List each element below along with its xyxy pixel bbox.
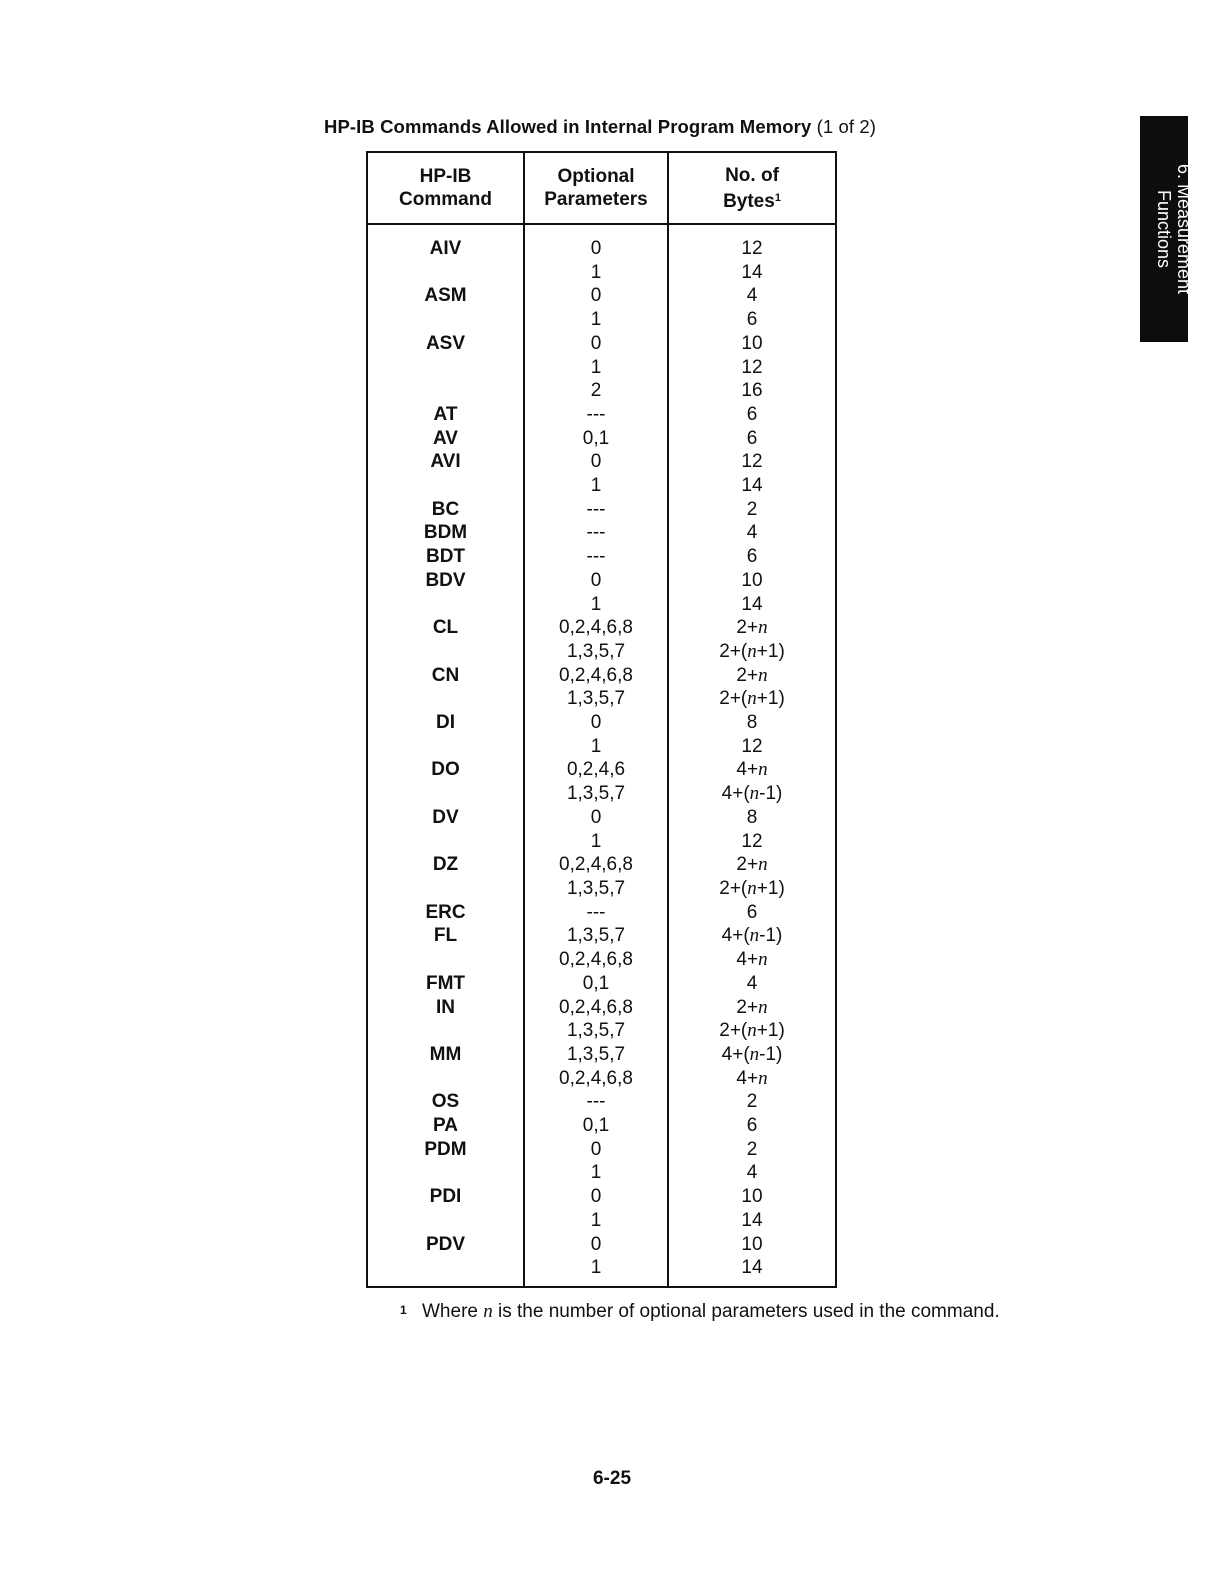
- table-row: [367, 474, 836, 498]
- table-row: [367, 830, 836, 854]
- header-bytes-line1: No. of: [725, 164, 779, 186]
- command-cell: OS: [367, 1090, 524, 1114]
- command-cell: BC: [367, 498, 524, 522]
- table-row: [367, 664, 836, 688]
- table-row: [367, 640, 836, 664]
- table-row: [367, 901, 836, 925]
- table-row: [367, 1067, 836, 1091]
- bytes-cell: 2: [668, 498, 836, 522]
- table-row: [367, 284, 836, 308]
- hpib-commands-table: [366, 151, 837, 1288]
- bytes-cell: 6: [668, 545, 836, 569]
- command-cell: [367, 261, 524, 285]
- table-part-indicator: (1 of 2): [816, 116, 877, 137]
- footnote-marker: 1: [400, 1303, 407, 1317]
- table-row: [367, 1114, 836, 1138]
- table-title: HP-IB Commands Allowed in Internal Program Memory: [324, 116, 812, 137]
- optional-parameters-cell: ---: [524, 901, 668, 925]
- table-row: [367, 711, 836, 735]
- optional-parameters-cell: 0,2,4,6,8: [524, 853, 668, 877]
- command-cell: FL: [367, 924, 524, 948]
- bytes-cell: 2+n: [668, 664, 836, 688]
- optional-parameters-cell: 0,1: [524, 1114, 668, 1138]
- bytes-cell: 12: [668, 237, 836, 261]
- optional-parameters-cell: 0: [524, 284, 668, 308]
- command-cell: BDT: [367, 545, 524, 569]
- side-tab-text: [1154, 119, 1194, 339]
- table-row: [367, 853, 836, 877]
- command-cell: DV: [367, 806, 524, 830]
- command-cell: [367, 1161, 524, 1185]
- bytes-cell: 4: [668, 521, 836, 545]
- optional-parameters-cell: ---: [524, 545, 668, 569]
- optional-parameters-cell: 0,2,4,6,8: [524, 664, 668, 688]
- optional-parameters-cell: 0: [524, 237, 668, 261]
- optional-parameters-cell: 0: [524, 1138, 668, 1162]
- bytes-cell: 4+(n-1): [668, 782, 836, 806]
- header-number-of-bytes: [668, 152, 836, 224]
- command-cell: AT: [367, 403, 524, 427]
- command-cell: DZ: [367, 853, 524, 877]
- bytes-cell: 4+n: [668, 948, 836, 972]
- table-row: [367, 687, 836, 711]
- command-cell: FMT: [367, 972, 524, 996]
- bytes-cell: 8: [668, 806, 836, 830]
- bytes-cell: 14: [668, 1256, 836, 1287]
- footnote-text-end: is the number of optional parameters used in the command.: [498, 1301, 1000, 1322]
- table-row: [367, 1019, 836, 1043]
- bytes-cell: 2+(n+1): [668, 877, 836, 901]
- bytes-cell: 16: [668, 379, 836, 403]
- bytes-cell: 2+(n+1): [668, 687, 836, 711]
- optional-parameters-cell: 0,1: [524, 427, 668, 451]
- command-cell: MM: [367, 1043, 524, 1067]
- command-cell: [367, 877, 524, 901]
- command-cell: BDM: [367, 521, 524, 545]
- command-cell: IN: [367, 996, 524, 1020]
- optional-parameters-cell: 0: [524, 569, 668, 593]
- optional-parameters-cell: 0,2,4,6,8: [524, 948, 668, 972]
- bytes-cell: 4: [668, 972, 836, 996]
- bytes-cell: 2+n: [668, 616, 836, 640]
- bytes-cell: 12: [668, 830, 836, 854]
- command-cell: AIV: [367, 237, 524, 261]
- command-cell: PDV: [367, 1233, 524, 1257]
- header-bytes-footnote-ref: 1: [774, 191, 781, 204]
- bytes-cell: 10: [668, 569, 836, 593]
- table-row: [367, 1233, 836, 1257]
- table-row: [367, 498, 836, 522]
- optional-parameters-cell: 1: [524, 1256, 668, 1287]
- optional-parameters-cell: 1,3,5,7: [524, 687, 668, 711]
- table-spacer-row: [367, 224, 836, 237]
- command-cell: [367, 379, 524, 403]
- table-row: [367, 427, 836, 451]
- bytes-cell: 2+(n+1): [668, 640, 836, 664]
- command-cell: [367, 948, 524, 972]
- command-cell: [367, 356, 524, 380]
- optional-parameters-cell: 0: [524, 1185, 668, 1209]
- bytes-cell: 6: [668, 308, 836, 332]
- table-row: [367, 545, 836, 569]
- bytes-cell: 6: [668, 1114, 836, 1138]
- optional-parameters-cell: 1,3,5,7: [524, 640, 668, 664]
- table-row: [367, 735, 836, 759]
- bytes-cell: 6: [668, 427, 836, 451]
- command-cell: AV: [367, 427, 524, 451]
- footnote-text-start: Where: [422, 1301, 478, 1322]
- table-row: [367, 332, 836, 356]
- bytes-cell: 2+(n+1): [668, 1019, 836, 1043]
- header-command-line2: Command: [399, 189, 492, 210]
- command-cell: [367, 1067, 524, 1091]
- command-cell: [367, 474, 524, 498]
- bytes-cell: 12: [668, 356, 836, 380]
- command-cell: ERC: [367, 901, 524, 925]
- header-optional-parameters: [524, 152, 668, 224]
- bytes-cell: 4+(n-1): [668, 924, 836, 948]
- table-row: [367, 616, 836, 640]
- table-row: [367, 237, 836, 261]
- command-cell: [367, 593, 524, 617]
- command-cell: DO: [367, 758, 524, 782]
- table-row: [367, 261, 836, 285]
- command-cell: [367, 1209, 524, 1233]
- command-cell: [367, 687, 524, 711]
- footnote-variable-n: n: [483, 1301, 493, 1322]
- footnote-text: [422, 1300, 1055, 1324]
- bytes-cell: 6: [668, 403, 836, 427]
- optional-parameters-cell: 1: [524, 356, 668, 380]
- command-cell: PDI: [367, 1185, 524, 1209]
- table-header-row: [367, 152, 836, 224]
- bytes-cell: 4+n: [668, 1067, 836, 1091]
- table-row: [367, 1256, 836, 1287]
- command-cell: [367, 830, 524, 854]
- table-row: [367, 308, 836, 332]
- optional-parameters-cell: 2: [524, 379, 668, 403]
- optional-parameters-cell: ---: [524, 498, 668, 522]
- optional-parameters-cell: 1: [524, 830, 668, 854]
- optional-parameters-cell: 0: [524, 1233, 668, 1257]
- table-row: [367, 972, 836, 996]
- command-cell: PA: [367, 1114, 524, 1138]
- header-bytes-line2: Bytes: [723, 190, 775, 212]
- optional-parameters-cell: 0: [524, 806, 668, 830]
- header-params-line1: Optional: [557, 166, 635, 187]
- bytes-cell: 10: [668, 332, 836, 356]
- bytes-cell: 14: [668, 474, 836, 498]
- optional-parameters-cell: ---: [524, 521, 668, 545]
- table-row: [367, 877, 836, 901]
- bytes-cell: 14: [668, 593, 836, 617]
- table-row: [367, 924, 836, 948]
- bytes-cell: 2+n: [668, 996, 836, 1020]
- command-cell: [367, 1019, 524, 1043]
- bytes-cell: 12: [668, 735, 836, 759]
- header-params-line2: Parameters: [544, 189, 648, 210]
- optional-parameters-cell: 0,1: [524, 972, 668, 996]
- table-row: [367, 1161, 836, 1185]
- command-cell: [367, 1256, 524, 1287]
- optional-parameters-cell: 1,3,5,7: [524, 1019, 668, 1043]
- command-cell: AVI: [367, 450, 524, 474]
- table-row: [367, 782, 836, 806]
- header-command: [367, 152, 524, 224]
- table-row: [367, 593, 836, 617]
- command-cell: [367, 308, 524, 332]
- optional-parameters-cell: 0: [524, 332, 668, 356]
- optional-parameters-cell: 1,3,5,7: [524, 782, 668, 806]
- bytes-cell: 4+n: [668, 758, 836, 782]
- command-cell: CN: [367, 664, 524, 688]
- optional-parameters-cell: 0,2,4,6,8: [524, 616, 668, 640]
- optional-parameters-cell: 1,3,5,7: [524, 877, 668, 901]
- command-cell: [367, 735, 524, 759]
- bytes-cell: 8: [668, 711, 836, 735]
- table-row: [367, 1138, 836, 1162]
- table-caption: [324, 116, 876, 138]
- command-cell: CL: [367, 616, 524, 640]
- command-cell: [367, 782, 524, 806]
- optional-parameters-cell: 1,3,5,7: [524, 1043, 668, 1067]
- table-row: [367, 379, 836, 403]
- table-row: [367, 450, 836, 474]
- bytes-cell: 10: [668, 1233, 836, 1257]
- bytes-cell: 6: [668, 901, 836, 925]
- section-side-tab: [1140, 116, 1194, 342]
- table-row: [367, 403, 836, 427]
- table-row: [367, 356, 836, 380]
- table-row: [367, 1185, 836, 1209]
- table-row: [367, 1209, 836, 1233]
- side-tab-line1: 6. Measurement: [1174, 163, 1194, 295]
- bytes-cell: 4: [668, 284, 836, 308]
- bytes-cell: 12: [668, 450, 836, 474]
- optional-parameters-cell: 1: [524, 1161, 668, 1185]
- optional-parameters-cell: 0,2,4,6,8: [524, 996, 668, 1020]
- optional-parameters-cell: 1: [524, 261, 668, 285]
- bytes-cell: 2: [668, 1138, 836, 1162]
- command-cell: DI: [367, 711, 524, 735]
- command-cell: BDV: [367, 569, 524, 593]
- optional-parameters-cell: 1: [524, 308, 668, 332]
- page-number: 6-25: [592, 1468, 632, 1489]
- bytes-cell: 14: [668, 261, 836, 285]
- table-row: [367, 806, 836, 830]
- table-row: [367, 948, 836, 972]
- table-row: [367, 1043, 836, 1067]
- bytes-cell: 14: [668, 1209, 836, 1233]
- optional-parameters-cell: 0,2,4,6,8: [524, 1067, 668, 1091]
- optional-parameters-cell: ---: [524, 1090, 668, 1114]
- optional-parameters-cell: 1: [524, 1209, 668, 1233]
- table-row: [367, 569, 836, 593]
- optional-parameters-cell: 1,3,5,7: [524, 924, 668, 948]
- bytes-cell: 10: [668, 1185, 836, 1209]
- table-row: [367, 1090, 836, 1114]
- command-cell: ASV: [367, 332, 524, 356]
- header-command-line1: HP-IB: [419, 166, 472, 187]
- command-cell: PDM: [367, 1138, 524, 1162]
- optional-parameters-cell: 0,2,4,6: [524, 758, 668, 782]
- optional-parameters-cell: 1: [524, 735, 668, 759]
- bytes-cell: 4: [668, 1161, 836, 1185]
- optional-parameters-cell: 1: [524, 474, 668, 498]
- table-row: [367, 758, 836, 782]
- table-row: [367, 521, 836, 545]
- optional-parameters-cell: 1: [524, 593, 668, 617]
- optional-parameters-cell: ---: [524, 403, 668, 427]
- table-body: [367, 224, 836, 1287]
- table-row: [367, 996, 836, 1020]
- bytes-cell: 4+(n-1): [668, 1043, 836, 1067]
- optional-parameters-cell: 0: [524, 711, 668, 735]
- side-tab-line2: Functions: [1154, 189, 1174, 269]
- bytes-cell: 2+n: [668, 853, 836, 877]
- bytes-cell: 2: [668, 1090, 836, 1114]
- optional-parameters-cell: 0: [524, 450, 668, 474]
- command-cell: [367, 640, 524, 664]
- command-cell: ASM: [367, 284, 524, 308]
- table-footnote: [400, 1300, 1055, 1324]
